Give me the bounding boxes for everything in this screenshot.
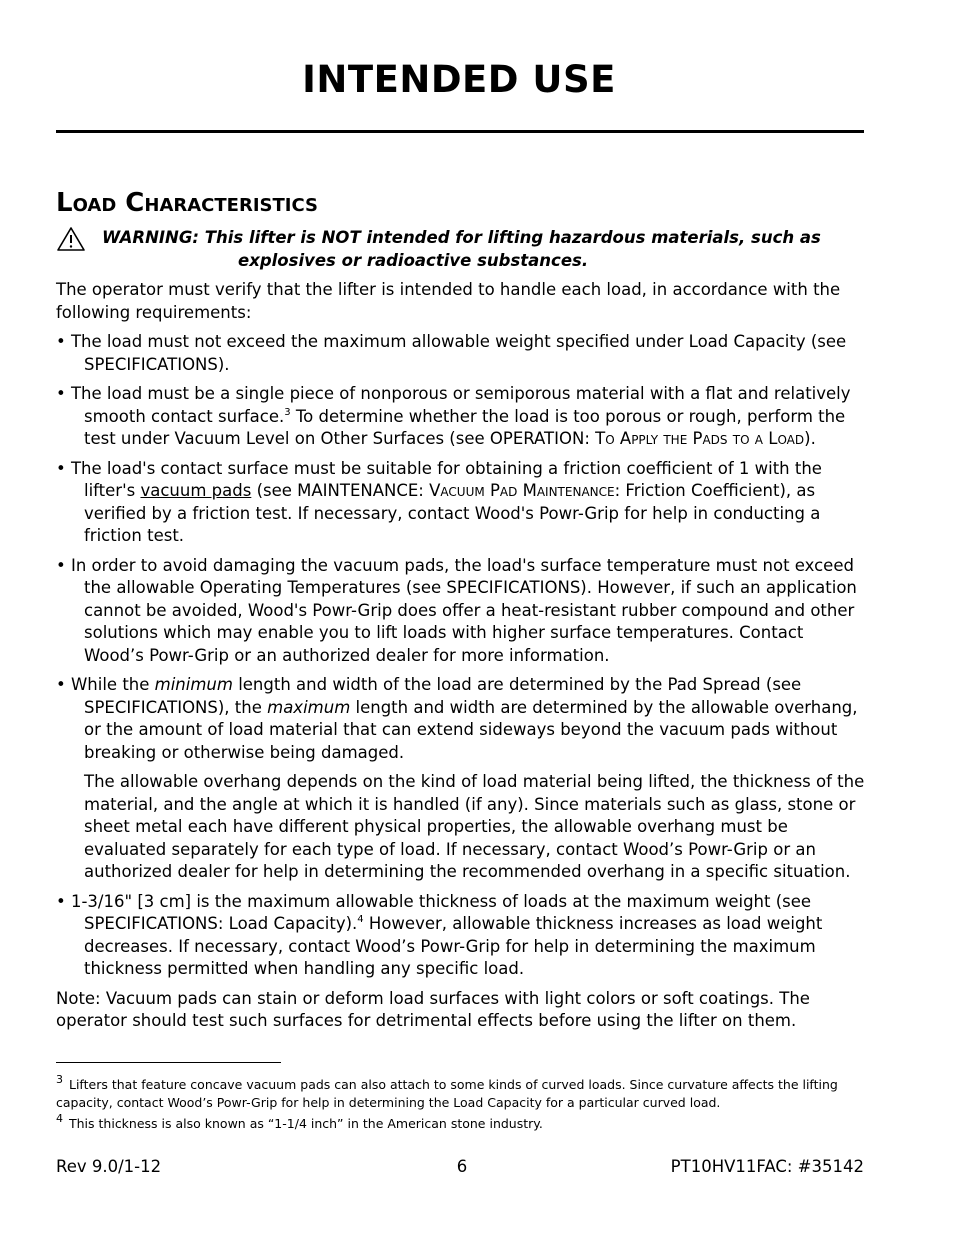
intro-paragraph: The operator must verify that the lifter is intended to handle each load, in accordance with the following requirements: xyxy=(56,280,841,322)
warning-text-line1: WARNING: This lifter is NOT intended for lifting hazardous materials, such as xyxy=(102,228,821,247)
footnote-ref-4[interactable]: 4 xyxy=(357,914,364,925)
bullet-friction: • The load's contact surface must be suitable for obtaining a friction coefficient of 1 with the lifter's vacuum pads (see MAINTENANCE: Vacuum Pad Maintenance: Friction Coefficient), as verified by a friction test. If necessary, contact Wood's Powr-Grip for help in conducting a friction test. xyxy=(56,458,822,545)
title-divider xyxy=(56,130,864,133)
footnote-3: $^3$ Lifters that feature concave vacuum pads can also attach to some kinds of curved loads. Since curvature affects the lifting capacity, contact Wood’s Powr-Grip for help in determining the Load Capacity for a particular curved load. xyxy=(56,1073,838,1110)
document-id: PT10HV11FAC: #35142 xyxy=(670,1157,864,1176)
footnote-ref-3[interactable]: 3 xyxy=(284,406,291,418)
page-title: INTENDED USE xyxy=(302,58,616,101)
warning-text-line2: explosives or radioactive substances. xyxy=(238,251,589,270)
bullet-weight: • The load must not exceed the maximum allowable weight specified under Load Capacity (see SPECIFICATIONS). xyxy=(56,332,847,374)
bullet-temperature: • In order to avoid damaging the vacuum pads, the load's surface temperature must not exceed the allowable Operating Temperatures (see SPECIFICATIONS). However, if such an application cannot be avoided, Wood's Powr-Grip does offer a heat-resistant rubber compound and other solutions which may enable you to lift loads with higher surface temperatures. Contact Wood’s Powr-Grip or an authorized dealer for more information. xyxy=(56,555,857,665)
revision-label: Rev 9.0/1-12 xyxy=(56,1157,162,1176)
body-text xyxy=(56,279,866,1040)
bullet-thickness: • 1-3/16" [3 cm] is the maximum allowable thickness of loads at the maximum weight (see SPECIFICATIONS: Load Capacity).$^4$ However, allowable thickness increases as load weight decreases. If necessary, contact Wood’s Powr-Grip for help in determining the maximum thickness permitted when handling any specific load. xyxy=(56,891,823,978)
bullet-dimensions: • While the minimum length and width of the load are determined by the Pad Spread (see SPECIFICATIONS), the maximum length and width are determined by the allowable overhang, or the amount of load material that can extend sideways beyond the vacuum pads without breaking or otherwise being damaged. xyxy=(56,675,858,762)
vacuum-pads-link[interactable]: vacuum pads xyxy=(140,481,252,500)
section-heading: Load Characteristics xyxy=(56,188,318,218)
overhang-paragraph: The allowable overhang depends on the kind of load material being lifted, the thickness of the material, and the angle at which it is handled (if any). Since materials such as glass, stone or sheet metal each have different physical properties, the allowable overhang must be evaluated separately for each type of load. If necessary, contact Wood’s Powr-Grip or an authorized dealer for help in determining the recommended overhang in a specific situation. xyxy=(84,772,865,881)
footnote-divider xyxy=(56,1062,281,1063)
footnote-4: $^4$ This thickness is also known as “1-1/4 inch” in the American stone industry. xyxy=(56,1112,543,1131)
note-paragraph: Note: Vacuum pads can stain or deform load surfaces with light colors or soft coatings. The operator should test such surfaces for detrimental effects before using the lifter on them. xyxy=(56,988,810,1030)
footnotes xyxy=(56,1073,866,1137)
bullet-material: • The load must be a single piece of nonporous or semiporous material with a flat and relatively smooth contact surface.$^3$ To determine whether the load is too porous or rough, perform the test under Vacuum Level on Other Surfaces (see OPERATION: To Apply the Pads to a Load). xyxy=(56,384,851,448)
page-footer xyxy=(56,1157,864,1179)
warning-triangle-icon xyxy=(56,226,86,252)
page-number: 6 xyxy=(456,1157,468,1176)
